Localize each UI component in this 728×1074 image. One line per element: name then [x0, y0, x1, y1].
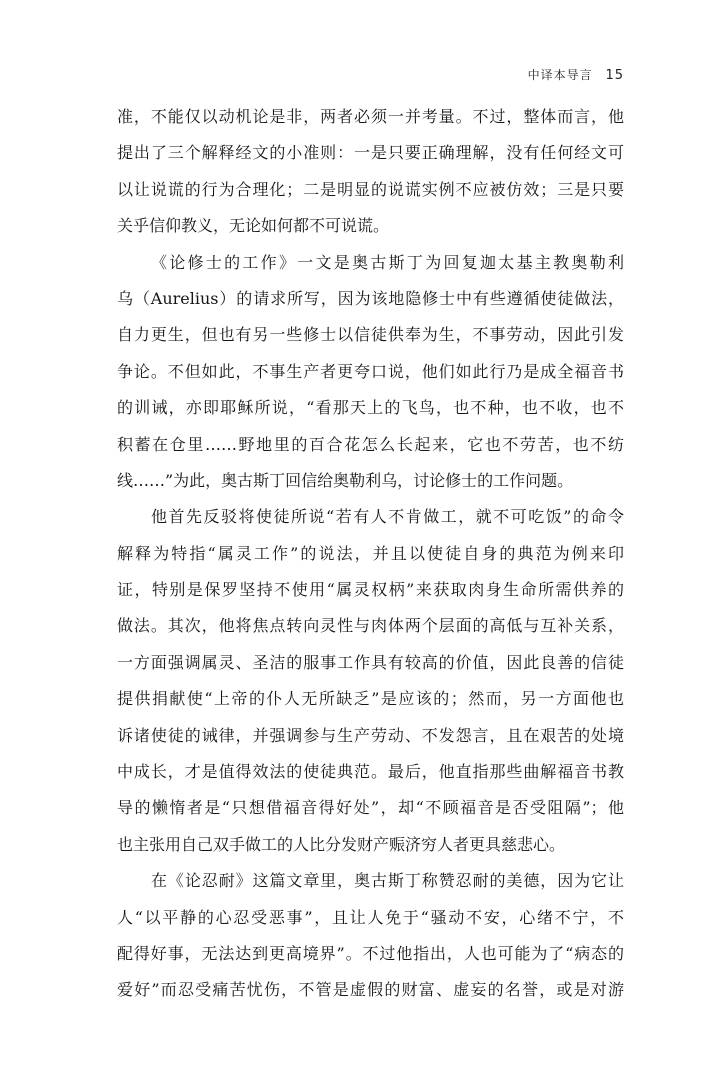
text-line: 他首先反驳将使徒所说“若有人不肯做工，就不可吃饭”的命令	[151, 507, 624, 527]
text-line: 《论修士的工作》一文是奥古斯丁为回复迦太基主教奥勒利	[151, 252, 624, 272]
running-title: 中译本导言	[527, 68, 593, 82]
paragraph-3	[117, 504, 624, 868]
text-line: 线……”为此，奥古斯丁回信给奥勒利乌，讨论修士的工作问题。	[117, 470, 574, 490]
text-line: 自力更生，但也有另一些修士以信徒供奉为生，不事劳动，因此引发	[117, 325, 624, 345]
text-line: 在《论忍耐》这篇文章里，奥古斯丁称赞忍耐的美德，因为它让	[151, 871, 624, 891]
running-header	[528, 66, 624, 83]
text-line: 人“以平静的心忍受恶事”，且让人免于“骚动不安，心绪不宁，不	[117, 907, 624, 927]
paragraph-2	[117, 250, 624, 505]
text-line: 积蓄在仓里……野地里的百合花怎么长起来，它也不劳苦，也不纺	[117, 434, 624, 454]
text-line: 配得好事，无法达到更高境界”。不过他指出，人也可能为了“病态的	[117, 943, 624, 963]
text-line: 以让说谎的行为合理化；二是明显的说谎实例不应被仿效；三是只要	[117, 179, 624, 199]
text-line: 一方面强调属灵、圣洁的服事工作具有较高的价值，因此良善的信徒	[117, 652, 624, 672]
text-line: 也主张用自己双手做工的人比分发财产赈济穷人者更具慈悲心。	[117, 834, 566, 854]
paragraph-4	[117, 868, 624, 1014]
body-text	[117, 104, 624, 1014]
text-line: 提供捐献使“上帝的仆人无所缺乏”是应该的；然而，另一方面他也	[117, 689, 624, 709]
text-line: 准，不能仅以动机论是非，两者必须一并考量。不过，整体而言，他	[117, 107, 624, 126]
text-line: 爱好”而忍受痛苦忧伤，不管是虚假的财富、虚妄的名誉，或是对游	[117, 980, 624, 1000]
text-line: 做法。其次，他将焦点转向灵性与肉体两个层面的高低与互补关系，	[117, 616, 624, 636]
paragraph-1	[117, 104, 624, 250]
page-number: 15	[605, 68, 624, 83]
text-line: 的训诫，亦即耶稣所说，“看那天上的飞鸟，也不种，也不收，也不	[117, 398, 624, 418]
text-line: 乌（Aurelius）的请求所写，因为该地隐修士中有些遵循使徒做法，	[117, 288, 624, 308]
text-line: 诉诸使徒的诫律，并强调参与生产劳动、不发怨言，且在艰苦的处境	[117, 725, 624, 745]
text-line: 中成长，才是值得效法的使徒典范。最后，他直指那些曲解福音书教	[117, 762, 624, 782]
text-line: 关乎信仰教义，无论如何都不可说谎。	[117, 216, 390, 236]
text-line: 提出了三个解释经文的小准则：一是只要正确理解，没有任何经文可	[117, 143, 624, 163]
text-line: 解释为特指“属灵工作”的说法，并且以使徒自身的典范为例来印	[117, 543, 624, 563]
text-line: 争论。不但如此，不事生产者更夸口说，他们如此行乃是成全福音书	[117, 361, 624, 381]
text-line: 导的懒惰者是“只想借福音得好处”，却“不顾福音是否受阻隔”；他	[117, 798, 624, 818]
text-line: 证，特别是保罗坚持不使用“属灵权柄”来获取肉身生命所需供养的	[117, 580, 624, 600]
